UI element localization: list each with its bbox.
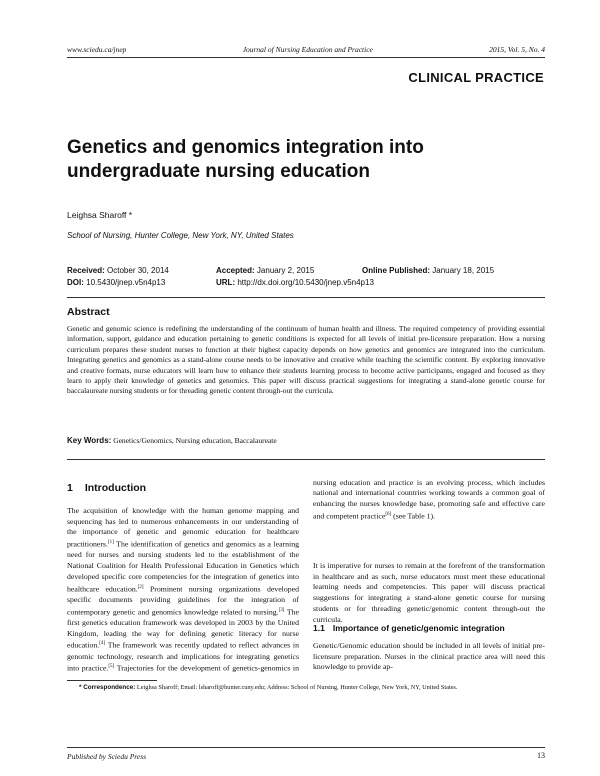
citation[interactable]: [1] [107,540,114,546]
footnote-text: Leighsa Sharoff; Email: lsharoff@hunter.cuny.edu; Address: School of Nursing, Hunter College, New York, NY, United States. [135,684,458,691]
abstract-text: Genetic and genomic science is redefining the understanding of the continuum of human health and illness. The required competency of providing essential information, support, guidance and education pertaining to genetic conditions is expected for all levels of initial pre-licensure preparation. How a nursing curriculum prepares these student nurses to function at their highest capacity depends on how genetics and genomics are integrated into the curriculum. Integrating genetics and genomics as a stand-alone course needs to be innovative and creative while teaching the scientific content. By exploring innovative and creative formats, nurse educators will learn how to enhance their students learning process to become active participants, engaged and focused as they learn to apply their knowledge of genetics and genomics. This paper will discuss practical suggestions for integrating a stand-alone genetic course for baccalaureate nursing students or for threading genetic content through-out the curricula. [67,324,545,396]
divider [67,297,545,298]
keywords-text: Genetics/Genomics, Nursing education, Baccalaureate [113,436,277,445]
accepted-value: January 2, 2015 [256,266,315,275]
citation[interactable]: [4] [99,641,106,647]
right-column [313,475,545,625]
citation[interactable]: [2] [137,584,144,590]
footnote-divider [67,680,157,681]
section-title: Introduction [84,482,147,494]
keywords-label: Key Words: [67,436,112,445]
subsection-number: 1.1 [313,623,325,633]
published-value: January 18, 2015 [432,266,495,275]
citation[interactable]: [5] [108,664,115,670]
divider [67,459,545,460]
publisher: Published by Sciedu Press [67,752,147,761]
doi-label: DOI: [67,278,84,287]
citation[interactable]: [6] [385,511,392,517]
accepted-label: Accepted: [216,266,255,275]
published-label: Online Published: [362,266,431,275]
subsection-title: Importance of genetic/genomic integration [332,623,505,633]
article-title: Genetics and genomics integration into undergraduate nursing education [67,137,424,182]
received-label: Received: [67,266,105,275]
affiliation: School of Nursing, Hunter College, New York, NY, United States [67,231,294,240]
subsection-body [313,641,545,673]
citation[interactable]: [3] [278,607,285,613]
received-date [67,266,169,275]
url-label: URL: [216,278,236,287]
url-link[interactable]: http://dx.doi.org/10.5430/jnep.v5n4p13 [237,278,374,287]
header-site: www.sciedu.ca/jnep [67,45,127,54]
published-date [362,266,494,275]
header-journal: Journal of Nursing Education and Practice [242,45,373,54]
subsection-paragraph: Genetic/Genomic education should be included in all levels of initial pre-licensure preparation. Nurses in the clinical practice area will need this knowledge to provide ap- [313,641,545,672]
page-number: 13 [537,751,545,760]
url [216,278,374,287]
subsection-heading [313,623,513,633]
footer-divider [67,747,545,748]
author: Leighsa Sharoff * [67,210,133,220]
left-column [67,506,299,672]
paragraph-imperative: It is imperative for nurses to remain at the forefront of the transformation in healthcare and as such, nurse educators must meet these educational learning needs and competencies. This paper will discuss practical suggestions for integrating a stand-alone genetic course for nursing students or for threading genetic/genomic content through-out the curricula. [313,561,545,624]
footnote [79,684,457,691]
received-value: October 30, 2014 [107,266,169,275]
footnote-label: * Correspondence: [79,684,136,691]
abstract-heading: Abstract [67,306,110,318]
running-header [67,45,545,58]
doi [67,278,165,287]
keywords [67,436,277,445]
accepted-date [216,266,314,275]
doi-value: 10.5430/jnep.v5n4p13 [86,278,166,287]
intro-paragraph-continued: nursing education and practice is an evolving process, which includes national and international countries working towards a common goal of enhancing the nurses knowledge base, promoting safe and effective care and competent practice[6] (see Table 1). [313,477,545,521]
header-issue: 2015, Vol. 5, No. 4 [489,45,545,54]
intro-paragraph: The acquisition of knowledge with the human genome mapping and sequencing has led to numerous enhancements in our understanding of the importance of genetic and genomic education for healthcare practitioners.[1] The identification of genetics and genomics as a learning need for nurses and nursing students led to the establishment of the National Coalition for Health Professional Education in Genetics which developed specific core competencies for the integration of genetics into healthcare education.[2] Prominent nursing organizations developed specific documents providing guidelines for the integration of contemporary genetic and genomics knowledge related to nursing.[3] The first genetics education framework was developed in 2003 by the United Kingdom, leading the way for defining genetic literacy for nurse education.[4] The framework was recently updated to reflect advances in genomic technology, research and implications for integrating genetics into practice.[5] Trajectories for the development of genetics-genomics in [67,506,299,672]
section-label: CLINICAL PRACTICE [408,70,544,85]
section-number: 1 [67,482,73,494]
section-heading [67,482,158,494]
